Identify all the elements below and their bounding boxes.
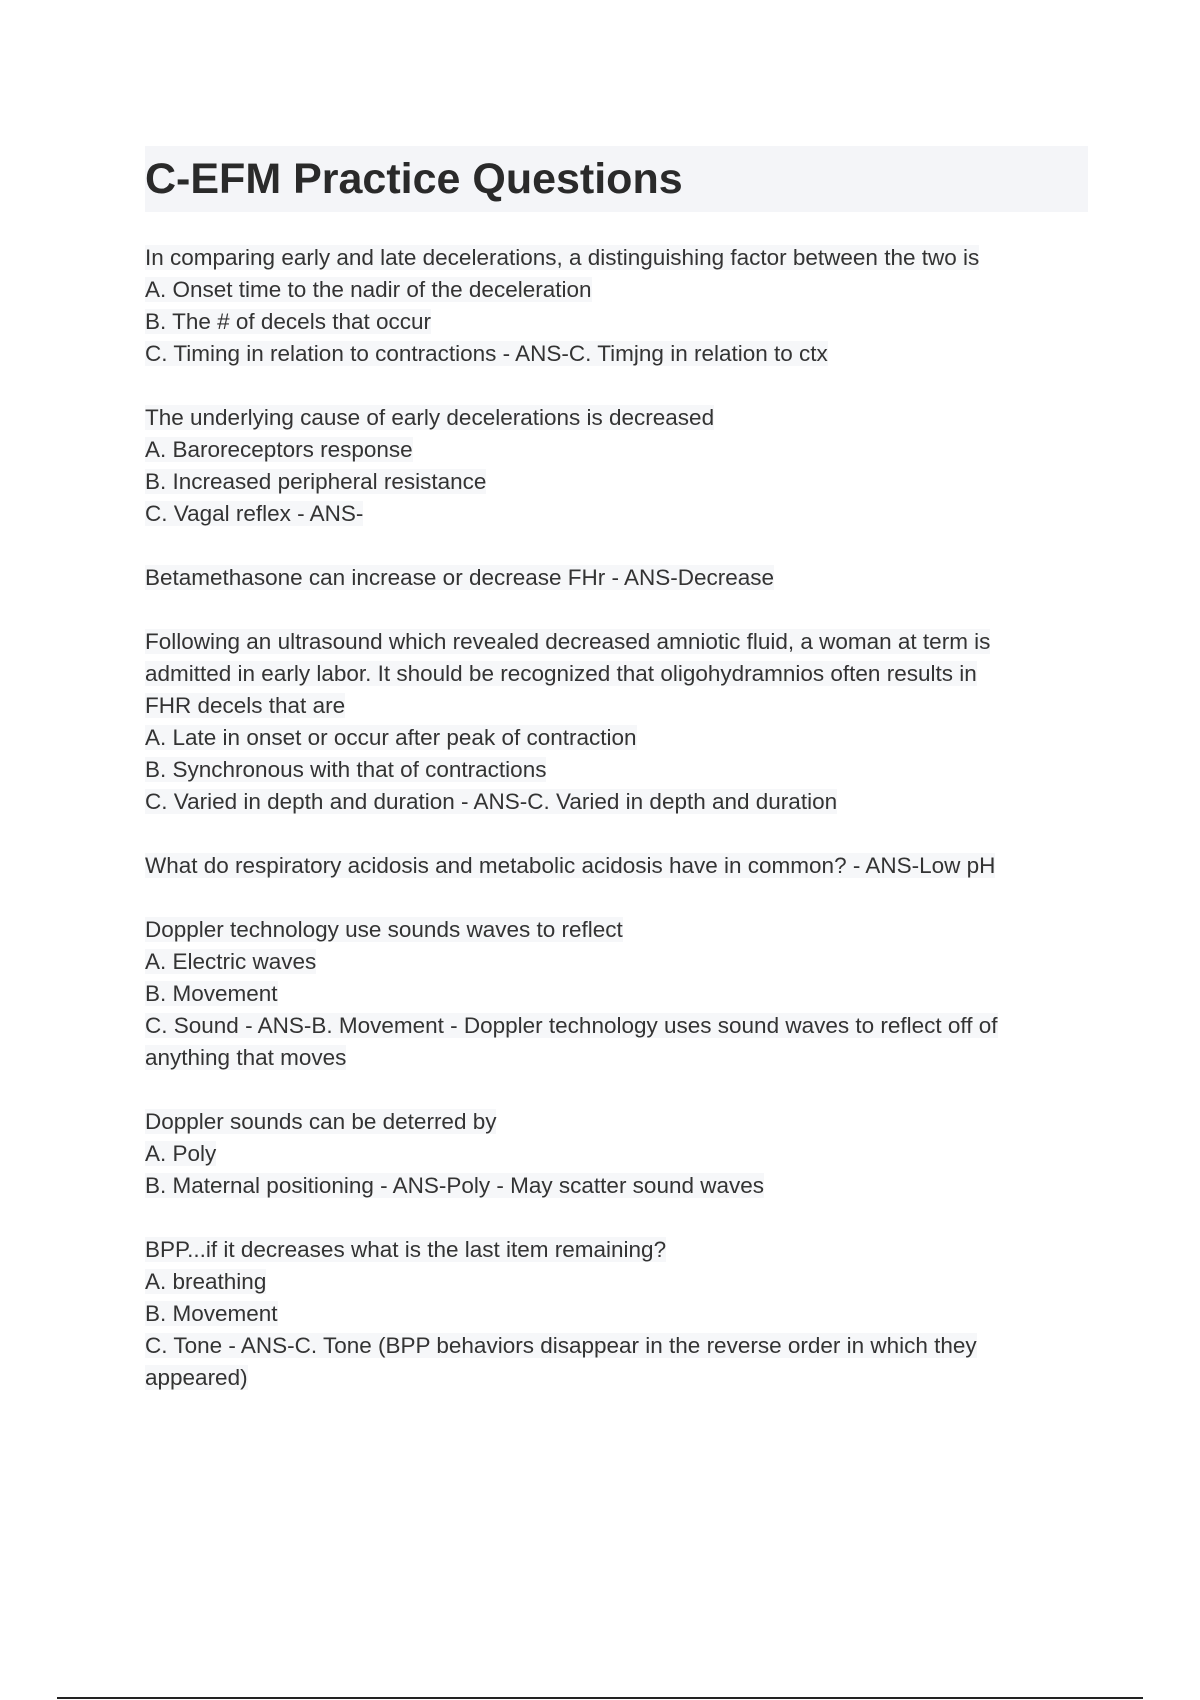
question-text: Doppler technology use sounds waves to reflect xyxy=(145,917,623,942)
answer-option: B. Movement xyxy=(145,981,278,1006)
question-text: What do respiratory acidosis and metabolic acidosis have in common? - ANS-Low pH xyxy=(145,853,996,878)
answer-option: A. Late in onset or occur after peak of contraction xyxy=(145,725,637,750)
answer-option: appeared) xyxy=(145,1365,248,1390)
question-block-2 xyxy=(145,402,1088,530)
question-text: Betamethasone can increase or decrease FHr - ANS-Decrease xyxy=(145,565,775,590)
question-block-5 xyxy=(145,850,1088,882)
question-text: FHR decels that are xyxy=(145,693,346,718)
title-bar xyxy=(145,146,1088,212)
answer-option: C. Varied in depth and duration - ANS-C. Varied in depth and duration xyxy=(145,789,838,814)
question-text: BPP...if it decreases what is the last item remaining? xyxy=(145,1237,667,1262)
question-text: Following an ultrasound which revealed decreased amniotic fluid, a woman at term is xyxy=(145,629,991,654)
answer-option: A. Poly xyxy=(145,1141,217,1166)
answer-option: C. Timing in relation to contractions - ANS-C. Timjng in relation to ctx xyxy=(145,341,828,366)
question-text: In comparing early and late decelerations, a distinguishing factor between the two is xyxy=(145,245,980,270)
answer-option: C. Vagal reflex - ANS- xyxy=(145,501,364,526)
answer-option: C. Sound - ANS-B. Movement - Doppler technology uses sound waves to reflect off of xyxy=(145,1013,998,1038)
question-text: The underlying cause of early decelerations is decreased xyxy=(145,405,715,430)
answer-option: anything that moves xyxy=(145,1045,347,1070)
question-block-4 xyxy=(145,626,1088,818)
answer-option: A. breathing xyxy=(145,1269,267,1294)
question-block-7 xyxy=(145,1106,1088,1202)
footer-divider xyxy=(57,1697,1143,1699)
answer-option: A. Onset time to the nadir of the deceleration xyxy=(145,277,592,302)
questions-list xyxy=(145,242,1088,1426)
answer-option: B. The # of decels that occur xyxy=(145,309,431,334)
question-text: admitted in early labor. It should be recognized that oligohydramnios often results in xyxy=(145,661,977,686)
question-block-6 xyxy=(145,914,1088,1074)
question-block-3 xyxy=(145,562,1088,594)
answer-option: A. Baroreceptors response xyxy=(145,437,413,462)
answer-option: B. Increased peripheral resistance xyxy=(145,469,487,494)
answer-option: B. Synchronous with that of contractions xyxy=(145,757,547,782)
page-title: C-EFM Practice Questions xyxy=(145,155,683,203)
answer-option: B. Movement xyxy=(145,1301,278,1326)
answer-option: B. Maternal positioning - ANS-Poly - May scatter sound waves xyxy=(145,1173,765,1198)
answer-option: C. Tone - ANS-C. Tone (BPP behaviors disappear in the reverse order in which they xyxy=(145,1333,977,1358)
question-block-1 xyxy=(145,242,1088,370)
question-text: Doppler sounds can be deterred by xyxy=(145,1109,497,1134)
answer-option: A. Electric waves xyxy=(145,949,317,974)
question-block-8 xyxy=(145,1234,1088,1394)
